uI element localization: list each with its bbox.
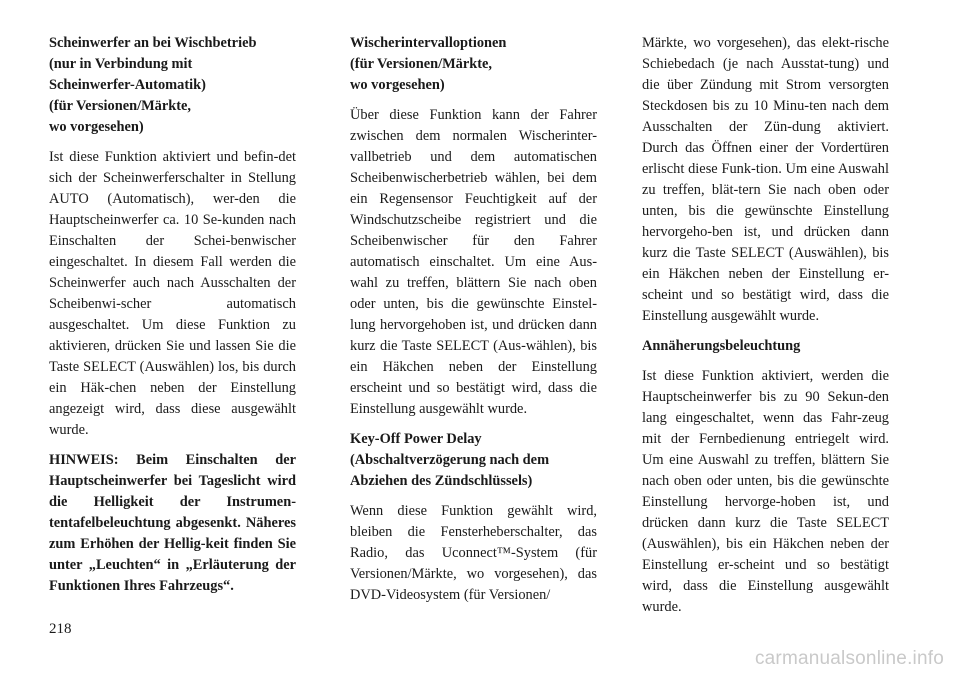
watermark: carmanualsonline.info xyxy=(754,648,944,669)
section-heading-approach-lighting: Annäherungsbeleuchtung xyxy=(642,338,801,354)
note-paragraph: HINWEIS: Beim Einschalten der Hauptscheinwerfer bei Tageslicht wird die Helligkeit der Instrumen-tentafelbeleuchtung abgesenkt. Näheres zum Erhöhen der Hellig-keit finden Sie unter „Leuchten“ in „Erläuterung der Funktionen Ihres Fahrzeugs“. xyxy=(49,452,296,594)
section-heading-headlights-with-wipers: Scheinwerfer an bei Wischbetrieb (nur in Verbindung mit Scheinwerfer-Automatik) (für Versionen/Märkte, wo vorgesehen) xyxy=(49,35,257,135)
section-heading-key-off-power-delay: Key-Off Power Delay (Abschaltverzögerung nach dem Abziehen des Zündschlüssels) xyxy=(350,431,550,489)
column-left xyxy=(49,33,296,597)
paragraph-headlights-with-wipers: Ist diese Funktion aktiviert und befin-det sich der Scheinwerferschalter in Stellung AUTO (Automatisch), wer-den die Hauptscheinwerfer ca. 10 Se-kunden nach Einschalten der Schei-benwischer eingeschaltet. In diesem Fall werden die Scheinwerfer auch nach Ausschalten der Scheibenwi-scher automatisch ausgeschaltet. Um diese Funktion zu aktivieren, drücken Sie und lassen Sie die Taste SELECT (Auswählen) los, bis durch ein Häk-chen neben der Einstellung angezeigt wird, dass diese ausgewählt wurde. xyxy=(49,149,296,438)
section-heading-wiper-interval-options: Wischerintervalloptionen (für Versionen/Märkte, wo vorgesehen) xyxy=(350,35,507,93)
paragraph-key-off-power-delay-continued: Märkte, wo vorgesehen), das elekt-rische Schiebedach (je nach Ausstat-tung) und die über Zündung mit Strom versorgten Steckdosen bis zu 10 Minu-ten nach dem Ausschalten der Zün-dung aktiviert. Durch das Öffnen einer der Vordertüren erlischt diese Funk-tion. Um eine Auswahl zu treffen, blät-tern Sie nach oben oder unten, bis die gewünschte Einstellung hervorgeho-ben ist, und drücken dann kurz die Taste SELECT (Auswählen), bis ein Häkchen neben der Einstellung er-scheint und so bestätigt wird, dass die Einstellung ausgewählt wurde. xyxy=(642,35,889,324)
paragraph-key-off-power-delay: Wenn diese Funktion gewählt wird, bleiben die Fensterheberschalter, das Radio, das Uconnect™-System (für Versionen/Märkte, wo vorgesehen), das DVD-Videosystem (für Versionen/ xyxy=(350,503,597,603)
paragraph-wiper-interval-options: Über diese Funktion kann der Fahrer zwischen dem normalen Wischerinter-vallbetrieb und dem automatischen Scheibenwischerbetrieb wählen, bei dem ein Regensensor Feuchtigkeit auf der Windschutzscheibe registriert und die Scheibenwischer für den Fahrer automatisch einschaltet. Um eine Aus-wahl zu treffen, blättern Sie nach oben oder unten, bis die gewünschte Einstel-lung hervorgehoben ist, und drücken dann kurz die Taste SELECT (Aus-wählen), bis ein Häkchen neben der Einstellung erscheint und so bestätigt wird, dass die Einstellung ausgewählt wurde. xyxy=(350,107,597,417)
page-number: 218 xyxy=(49,621,72,637)
paragraph-approach-lighting: Ist diese Funktion aktiviert, werden die Hauptscheinwerfer bis zu 90 Sekun-den lang eingeschaltet, wenn das Fahr-zeug mit der Fernbedienung entriegelt wird. Um eine Auswahl zu treffen, blättern Sie nach oben oder unten, bis die gewünschte Einstellung hervorge-hoben ist, und drücken dann kurz die Taste SELECT (Auswählen), bis ein Häkchen neben der Einstellung er-scheint und so bestätigt wird, dass die Einstellung ausgewählt wurde. xyxy=(642,368,889,615)
column-right xyxy=(642,33,889,618)
column-middle xyxy=(350,33,597,606)
